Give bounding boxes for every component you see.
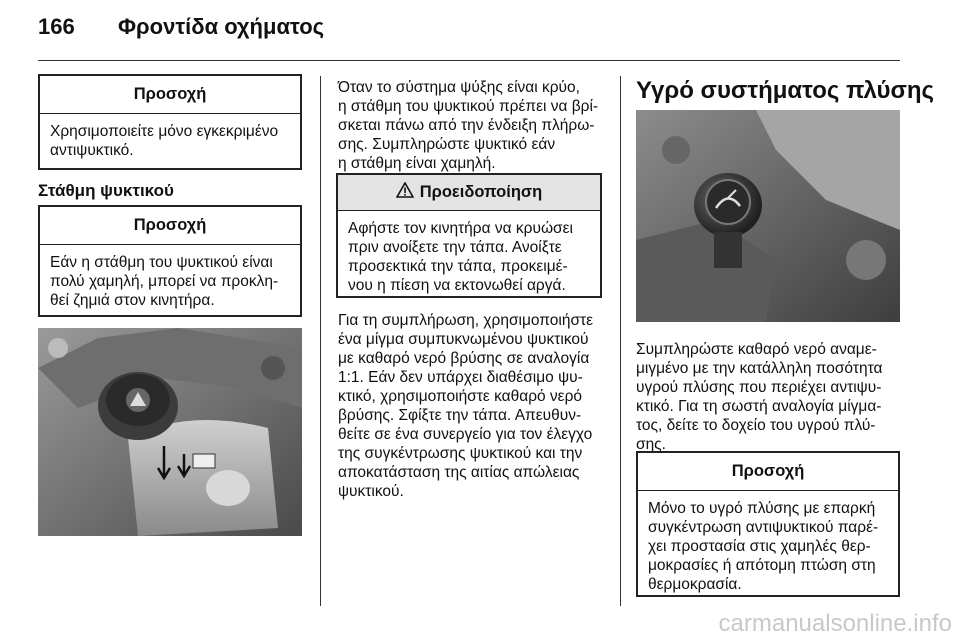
warning-text: Αφήστε τον κινητήρα να κρυώσει πριν ανοίξετε την τάπα. Ανοίξτε προσεκτικά την τάπα, προκειμέ-νου η πίεση να εκτονωθεί αργά.: [348, 220, 573, 294]
washer-reservoir-photo: [636, 110, 900, 322]
warning-box: [336, 173, 602, 298]
column-divider-1: [320, 76, 321, 606]
section-heading-coolant-level: Στάθμη ψυκτικού: [38, 181, 174, 200]
page-title: Φροντίδα οχήματος: [118, 14, 325, 39]
coolant-reservoir-photo: [38, 328, 302, 536]
warning-header: [338, 175, 600, 211]
caution-text: Εάν η στάθμη του ψυκτικού είναι πολύ χαμηλή, μπορεί να προκλη-θεί ζημιά στον κινητήρα.: [50, 254, 279, 309]
section-heading-washer-fluid: Υγρό συστήματος πλύσης: [636, 77, 935, 104]
caution-text: Μόνο το υγρό πλύσης με επαρκή συγκέντρωση αντιψυκτικού παρέ-χει προστασία στις χαμηλές θερ-μοκρασίες ή απότομη πτώση στη θερμοκρασία.: [648, 500, 879, 593]
caution-title: Προσοχή: [638, 453, 898, 491]
caution-box-coolant: [38, 205, 302, 317]
paragraph-refill-instructions: Για τη συμπλήρωση, χρησιμοποιήστε ένα μίγμα συμπυκνωμένου ψυκτικού με καθαρό νερό βρύσης σε αναλογία 1:1. Εάν δεν υπάρχει διαθέσιμο ψυ- κτικό, χρησιμοποιήστε καθαρό νερό βρύσης. Σφίξτε την τάπα. Απευθυν- θείτε σε ένα συνεργείο για τον έλεγχο της συγκέντρωσης ψυκτικού και την αποκατάσταση της αιτίας απώλειας ψυκτικού.: [338, 312, 594, 500]
warning-title: Προειδοποίηση: [419, 183, 543, 201]
paragraph-coolant-cold: Όταν το σύστημα ψύξης είναι κρύο, η στάθμη του ψυκτικού πρέπει να βρί- σκεται πάνω από την ένδειξη πλήρω- σης. Συμπληρώστε ψυκτικό εάν η στάθμη είναι χαμηλή.: [338, 79, 599, 172]
caution-text: Χρησιμοποιείτε μόνο εγκεκριμένο αντιψυκτικό.: [50, 123, 279, 159]
watermark: carmanualsonline.info: [718, 610, 952, 637]
caution-title: Προσοχή: [40, 207, 300, 245]
page-number: 166: [38, 14, 75, 39]
paragraph-washer-fluid: Συμπληρώστε καθαρό νερό αναμε- μιγμένο με την κατάλληλη ποσότητα υγρού πλύσης που περιέχει αντιψυ- κτικό. Για τη σωστή αναλογία μίγμα- τος, δείτε το δοχείο του υγρού πλύ- σης.: [636, 341, 883, 453]
warning-triangle-icon: [396, 182, 414, 203]
caution-box-antifreeze: [38, 74, 302, 170]
caution-box-washer: [636, 451, 900, 597]
header-divider: [38, 60, 900, 61]
caution-title: Προσοχή: [40, 76, 300, 114]
column-divider-2: [620, 76, 621, 606]
